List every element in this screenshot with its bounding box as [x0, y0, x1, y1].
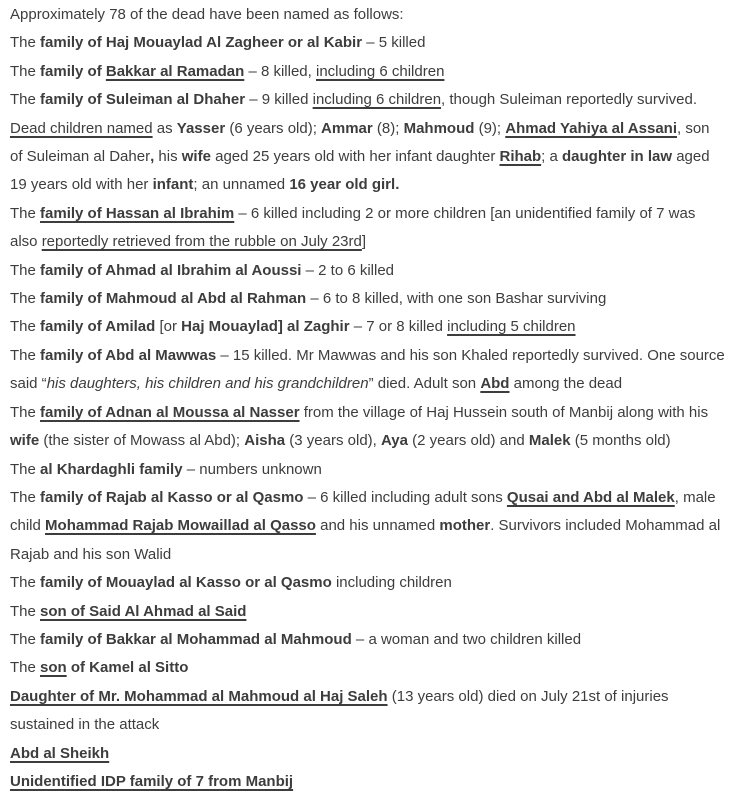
paragraph [10, 86, 725, 200]
text-run: infant [152, 176, 194, 194]
text-run: son of Said Al Ahmad al Said [40, 602, 247, 620]
text-run: The [10, 34, 41, 52]
text-run: of Kamel al Sitto [66, 659, 189, 677]
paragraph [10, 683, 725, 740]
text-run: The [10, 574, 41, 592]
text-run: – numbers unknown [182, 460, 322, 478]
text-run: [or [155, 318, 182, 336]
text-run: Yasser [176, 119, 226, 137]
text-run: including 5 children [447, 318, 576, 336]
text-run: Qusai and Abd al Malek [506, 488, 675, 506]
text-run: and his unnamed [315, 517, 440, 535]
text-run: Dead children named [10, 119, 153, 137]
text-run: The [10, 630, 41, 648]
text-run: , son of Suleiman al Daher [10, 119, 710, 166]
text-run: ] [361, 233, 367, 251]
text-run: The [10, 346, 41, 364]
text-run: – 6 to 8 killed, with one son Bashar surviving [306, 290, 607, 308]
paragraph [10, 285, 725, 313]
paragraph [10, 654, 725, 682]
text-run: wife [181, 148, 211, 166]
text-run: Aisha [244, 432, 286, 450]
text-run: Mahmoud [403, 119, 475, 137]
text-run: Rihab [499, 148, 542, 166]
text-run: The [10, 91, 41, 109]
text-run: , male child [10, 488, 716, 535]
text-run: family of Mouaylad al Kasso or al Qasmo [40, 574, 332, 592]
text-run: Malek [528, 432, 571, 450]
text-run: (13 years old) died on July 21st of injuries sustained in the attack [10, 687, 669, 734]
text-run: family of Amilad [40, 318, 156, 336]
text-run: family of [40, 62, 106, 80]
text-run: including 6 children [316, 62, 445, 80]
text-run: family of Rajab al Kasso or al Qasmo [40, 488, 304, 506]
text-run: (2 years old) and [407, 432, 529, 450]
text-run: Ammar [321, 119, 373, 137]
text-run: among the dead [509, 375, 623, 393]
text-run: ; an unnamed [193, 176, 290, 194]
text-run: 16 year old girl. [289, 176, 400, 194]
paragraph [10, 598, 725, 626]
text-run: family of Adnan al Moussa al Nasser [40, 403, 300, 421]
paragraph [10, 58, 725, 86]
text-run: The [10, 290, 41, 308]
text-run: aged 25 years old with her infant daughter [210, 148, 500, 166]
text-run: Mohammad Rajab Mowaillad al Qasso [45, 517, 316, 535]
text-run: (9); [474, 119, 506, 137]
text-run: . Survivors included Mohammad al Rajab and his son Walid [10, 517, 721, 563]
casualty-list [10, 1, 725, 796]
text-run: Daughter of Mr. Mohammad al Mahmoud al Haj Saleh [10, 687, 388, 705]
paragraph [10, 456, 725, 484]
paragraph [10, 313, 725, 341]
text-run: – 7 or 8 killed [349, 318, 448, 336]
paragraph [10, 1, 725, 29]
text-run: , though Suleiman reportedly survived. [441, 91, 698, 109]
text-run: family of Hassan al Ibrahim [40, 204, 235, 222]
text-run: from the village of Haj Hussein south of Manbij along with his [299, 403, 709, 421]
text-run: The [10, 318, 41, 336]
text-run: including 6 children [312, 91, 442, 109]
text-run: (8); [372, 119, 404, 137]
text-run: – a woman and two children killed [351, 630, 582, 648]
text-run: as [152, 119, 177, 137]
text-run: (the sister of Mowass al Abd); [39, 432, 245, 450]
text-run: (6 years old); [225, 119, 322, 137]
text-run: Bakkar al Ramadan [105, 62, 245, 80]
paragraph [10, 569, 725, 597]
text-run: – 15 killed. Mr Mawwas and his son Khaled reportedly survived. One source said “ [10, 346, 725, 393]
text-run: his [154, 148, 182, 166]
text-run: Abd al Sheikh [10, 744, 110, 762]
text-run: The [10, 602, 41, 620]
text-run: son [40, 659, 67, 677]
text-run: reportedly retrieved from the rubble on July 23rd [41, 233, 362, 251]
text-run: The [10, 659, 41, 677]
text-run: , [150, 148, 155, 166]
paragraph [10, 768, 725, 796]
text-run: family of Abd al Mawwas [40, 346, 217, 364]
paragraph [10, 200, 725, 257]
text-run: daughter in law [562, 148, 673, 166]
text-run: family of Mahmoud al Abd al Rahman [40, 290, 307, 308]
text-run: ” died. Adult son [368, 375, 481, 393]
text-run: his daughters, his children and his grandchildren [46, 375, 369, 393]
text-run: The [10, 204, 41, 222]
text-run: including children [331, 574, 452, 592]
text-run: family of Ahmad al Ibrahim al Aoussi [40, 261, 302, 279]
text-run: aged 19 years old with her [10, 148, 710, 194]
text-run: ; a [541, 148, 563, 166]
text-run: al Khardaghli family [40, 460, 183, 478]
paragraph [10, 29, 725, 57]
text-run: – 6 killed including 2 or more children [an unidentified family of 7 was also [10, 204, 696, 251]
paragraph [10, 342, 725, 399]
paragraph [10, 626, 725, 654]
text-run: (3 years old), [285, 432, 381, 450]
text-run: wife [10, 432, 40, 450]
text-run: – 8 killed, [244, 62, 316, 80]
text-run: family of Haj Mouaylad Al Zagheer or al Kabir [40, 34, 363, 52]
text-run: Ahmad Yahiya al Assani [505, 119, 677, 137]
text-run: (5 months old) [570, 432, 671, 450]
text-run: – 6 killed including adult sons [303, 488, 507, 506]
text-run: Haj Mouaylad] al Zaghir [181, 318, 350, 336]
paragraph [10, 484, 725, 569]
paragraph [10, 399, 725, 456]
text-run: Unidentified IDP family of 7 from Manbij [10, 772, 294, 790]
text-run: The [10, 261, 41, 279]
text-run: The [10, 403, 41, 421]
text-run: The [10, 460, 41, 478]
paragraph [10, 740, 725, 768]
text-run: – 2 to 6 killed [301, 261, 395, 279]
text-run: – 9 killed [245, 91, 313, 109]
text-run: Abd [480, 375, 510, 393]
text-run: Approximately 78 of the dead have been named as follows: [10, 6, 404, 23]
paragraph [10, 257, 725, 285]
text-run: family of Bakkar al Mohammad al Mahmoud [40, 630, 352, 648]
text-run: – 5 killed [362, 34, 426, 52]
text-run: Aya [381, 432, 408, 450]
text-run: The [10, 62, 41, 80]
text-run: family of Suleiman al Dhaher [40, 91, 246, 109]
text-run: The [10, 488, 41, 506]
text-run: mother [439, 517, 491, 535]
